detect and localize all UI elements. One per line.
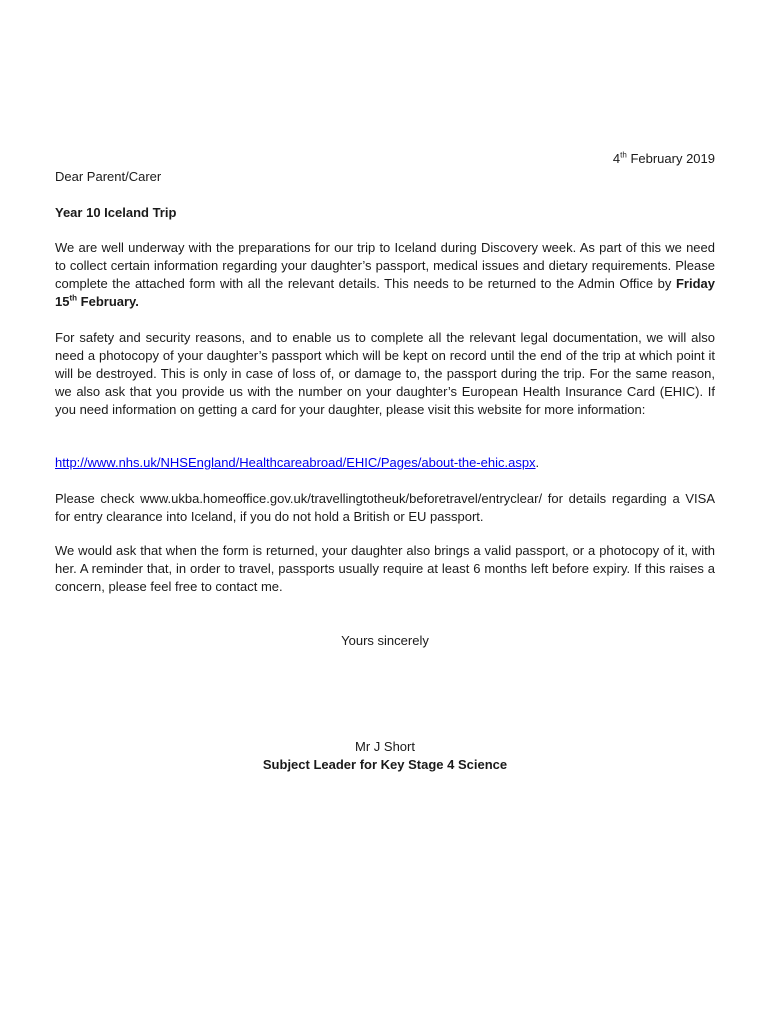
salutation: Dear Parent/Carer — [55, 169, 162, 184]
date-day: 4 — [612, 151, 621, 166]
ehic-link[interactable]: http://www.nhs.uk/NHSEngland/Healthcareabroad/EHIC/Pages/about-the-ehic.aspx — [55, 455, 536, 470]
letter-subject: Year 10 Iceland Trip — [55, 205, 177, 220]
paragraph-ehic-link — [55, 454, 715, 472]
letter-page — [55, 0, 715, 1024]
letter-date — [613, 150, 715, 168]
paragraph-preparations-text: We are well underway with the preparations for our trip to Iceland during Discovery week. As part of this we need to collect certain information regarding your daughter’s passport, medical issues and dietary requirements. Please complete the attached form with all the relevant details. This needs to be returned to the Admin Office by — [55, 240, 715, 291]
signer-title: Subject Leader for Key Stage 4 Science — [262, 757, 508, 772]
paragraph-visa: Please check www.ukba.homeoffice.gov.uk/travellingtotheuk/beforetravel/entryclear/ for details regarding a VISA for entry clearance into Iceland, if you do not hold a British or EU passport. — [55, 491, 715, 524]
deadline-day: Friday 15 — [55, 276, 715, 309]
closing: Yours sincerely — [341, 633, 429, 648]
date-rest: February 2019 — [626, 151, 715, 166]
paragraph-passport-reminder: We would ask that when the form is returned, your daughter also brings a valid passport, or a photocopy of it, with her. A reminder that, in order to travel, passports usually require at least 6 months left before expiry. If this raises a concern, please feel free to contact me. — [55, 543, 715, 594]
paragraph-safety: For safety and security reasons, and to enable us to complete all the relevant legal documentation, we will also need a photocopy of your daughter’s passport which will be kept on record until the end of the trip at which point it will be destroyed. This is only in case of loss of, or damage to, the passport during the trip. For the same reason, we also ask that you provide us with the number on your daughter’s European Health Insurance Card (EHIC). If you need information on getting a card for your daughter, please visit this website for more information: — [55, 330, 715, 417]
deadline-rest: February. — [77, 294, 139, 309]
paragraph-preparations — [55, 239, 715, 311]
deadline-suffix: th — [69, 293, 78, 303]
ehic-link-end: . — [535, 455, 540, 470]
date-suffix: th — [620, 150, 627, 160]
signer-name: Mr J Short — [355, 739, 415, 754]
